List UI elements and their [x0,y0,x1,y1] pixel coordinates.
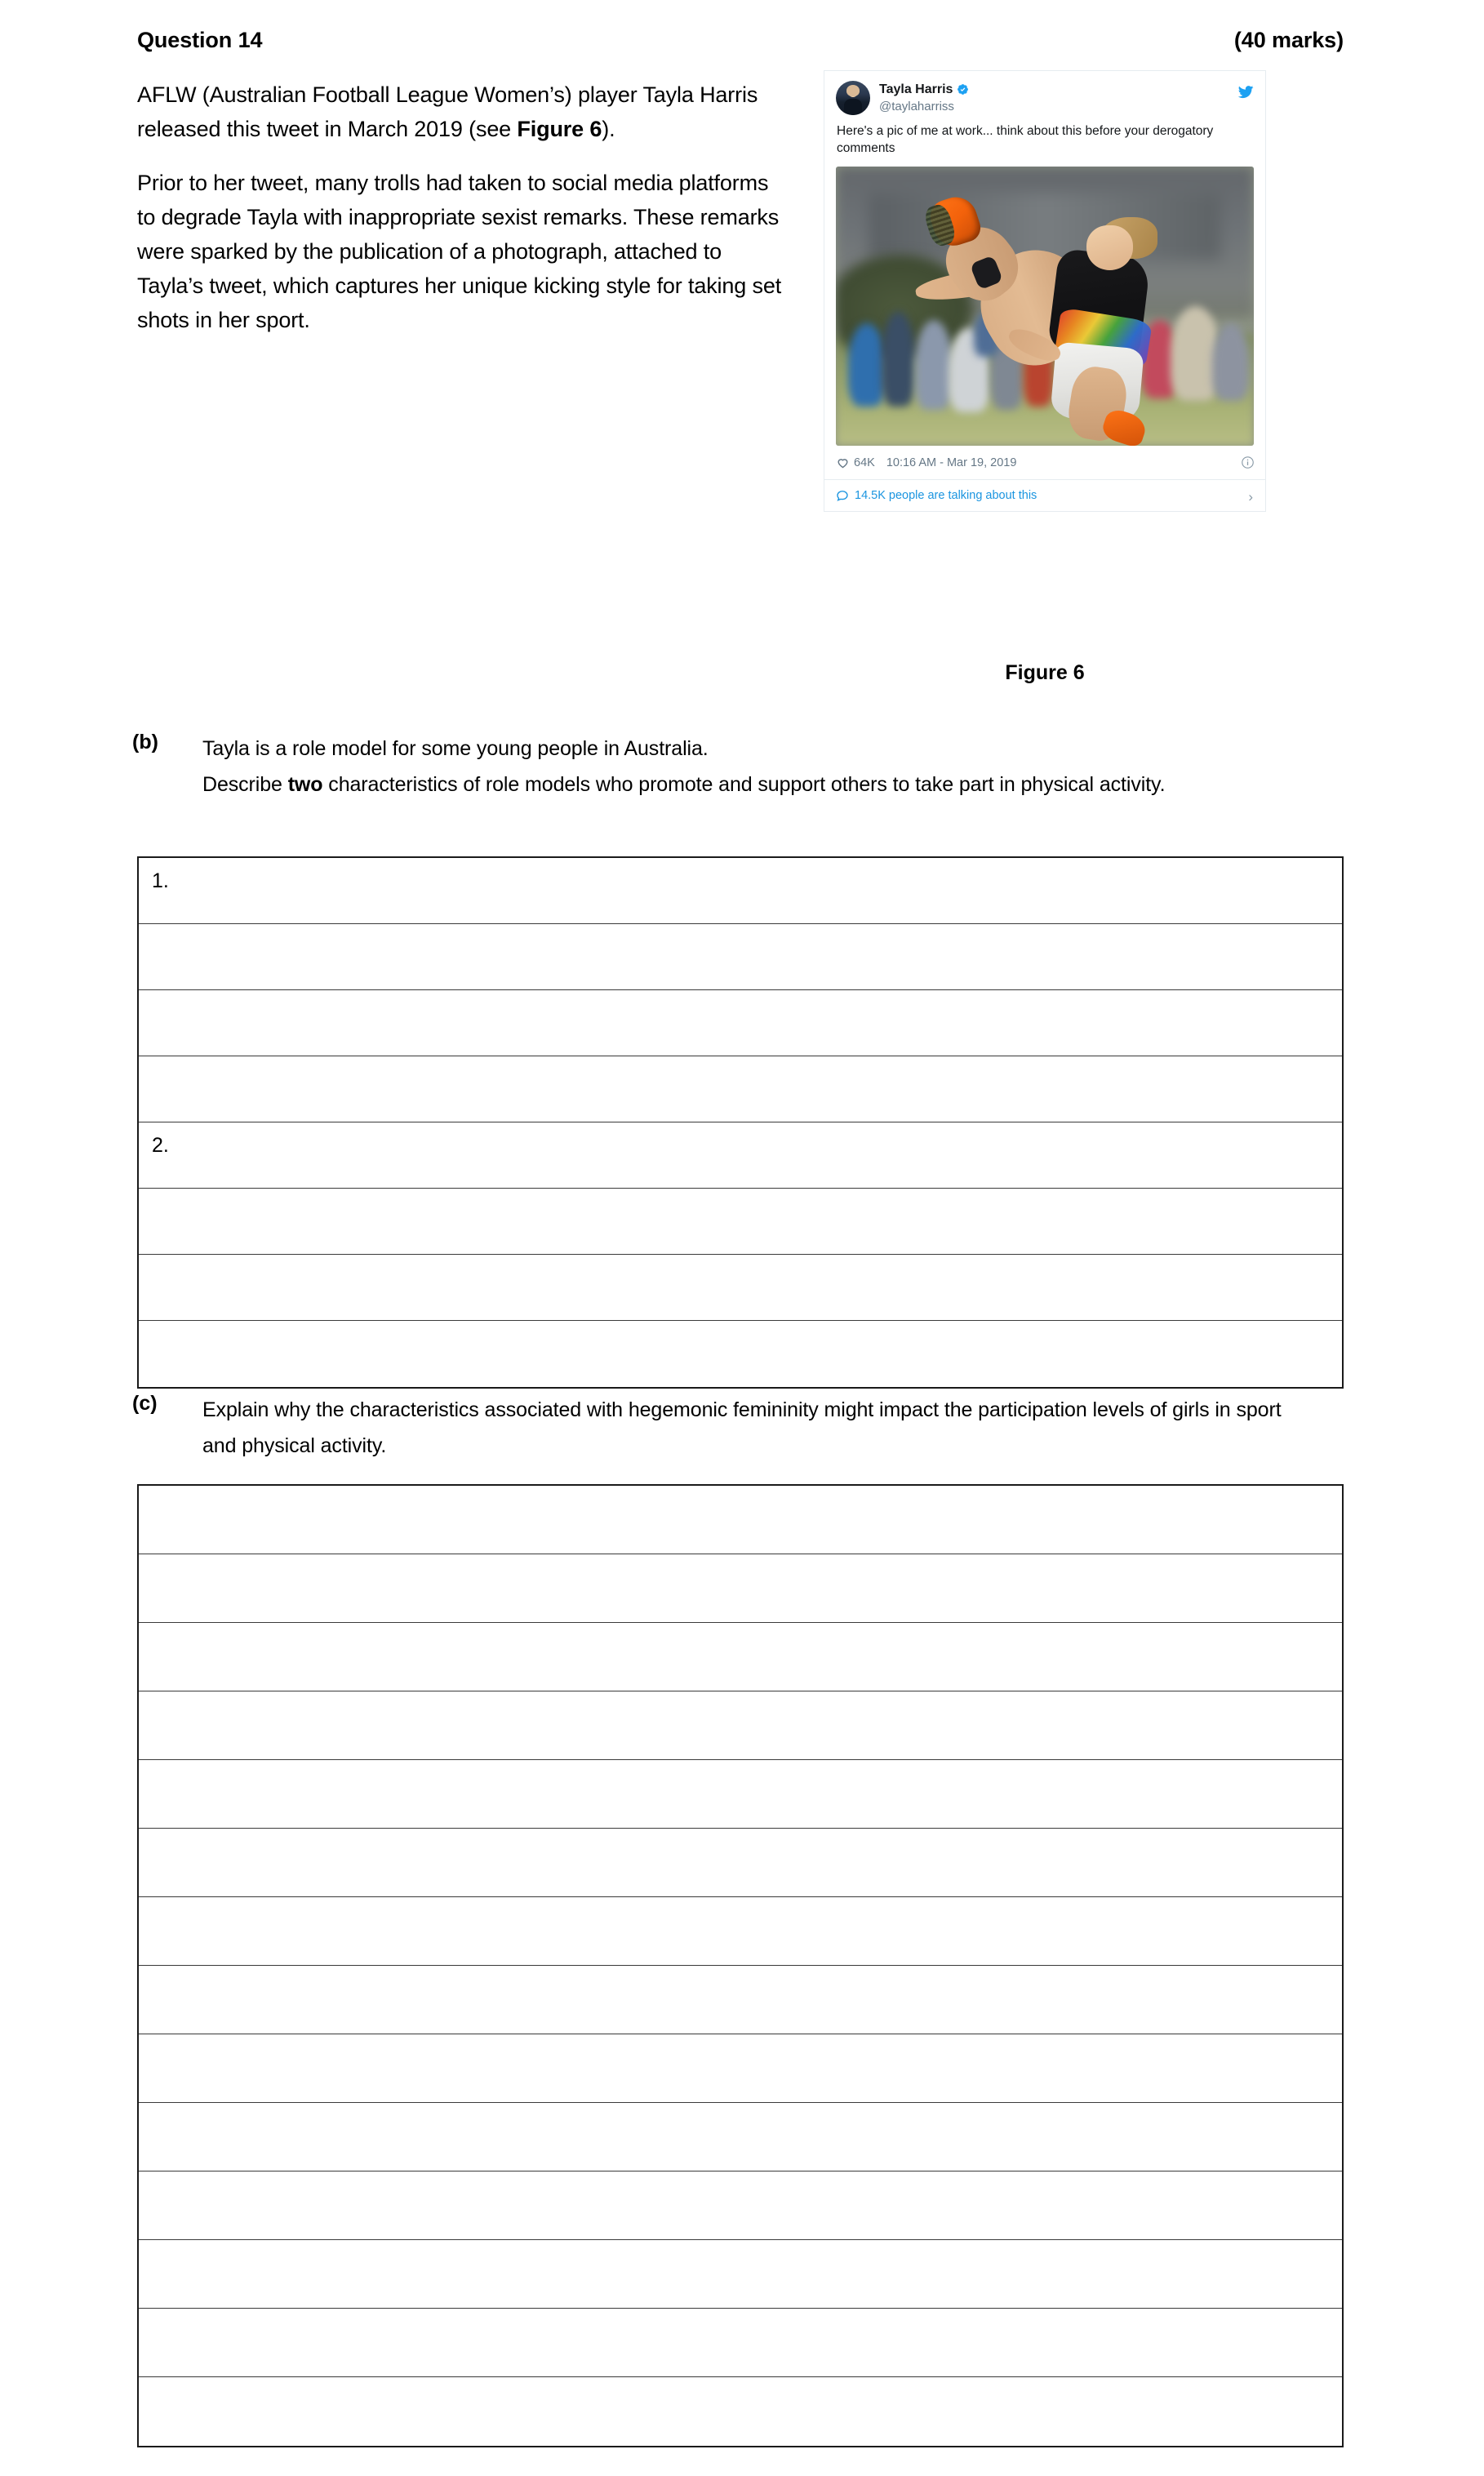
tweet-display-name: Tayla Harris [879,82,953,96]
intro-p1-part3: ). [602,117,615,141]
table-row[interactable] [139,1321,1342,1387]
intro-paragraph-1 [137,78,790,146]
like-count: 64K [854,456,875,469]
part-c-label: (c) [132,1392,158,1415]
table-row[interactable] [139,1897,1342,1966]
tweet-stats-row [824,446,1265,479]
part-b-line-1: Tayla is a role model for some young people in Australia. [202,737,709,760]
tweet-timestamp: 10:16 AM - Mar 19, 2019 [886,456,1017,469]
table-row[interactable] [139,1760,1342,1829]
table-row[interactable] [139,2377,1342,2446]
table-row[interactable] [139,2309,1342,2377]
part-b-text [202,731,1165,802]
table-row[interactable] [139,924,1342,990]
intro-p1-part1: AFLW (Australian Football League Women’s) player Tayla Harris released this tweet in March 2019 (see [137,82,758,141]
intro-paragraph-2: Prior to her tweet, many trolls had taken to social media platforms to degrade Tayla with inappropriate sexist remarks. These remarks were sparked by the publication of a photograph, attached to Tayla’s tweet, which captures her unique kicking style for taking set shots in her sport. [137,171,782,332]
question-header [137,28,1344,53]
figure-reference: Figure 6 [517,117,602,141]
photo-spectator [882,312,915,407]
photo-spectator [915,320,953,409]
tweet-name-row [879,82,969,97]
page-title: Question 14 [137,28,263,52]
stimulus-text-column [137,78,790,357]
marks-allocation: (40 marks) [1233,28,1344,52]
table-row[interactable] [139,2172,1342,2240]
avatar [836,81,870,115]
info-circle-icon[interactable] [1241,456,1255,469]
table-row[interactable] [139,1966,1342,2034]
table-row[interactable] [139,2034,1342,2103]
question-part-b [131,731,1363,802]
tweet-body-text: Here's a pic of me at work... think about this before your derogatory comments [837,124,1214,155]
row-marker: 2. [152,1134,169,1157]
table-row[interactable] [139,2240,1342,2309]
photo-spectator [1212,323,1250,402]
table-row[interactable] [139,1691,1342,1760]
speech-bubble-icon [836,489,849,502]
part-b-line2-pre: Describe [202,773,288,796]
tweet-handle: @taylaharriss [879,100,954,113]
table-row[interactable] [139,1554,1342,1623]
tweet-header [824,71,1265,115]
part-c-answer-table[interactable] [137,1484,1344,2447]
row-marker: 1. [152,869,169,892]
part-b-label: (b) [132,731,158,753]
photo-spectator [848,323,886,407]
twitter-bird-icon [1237,84,1255,100]
chevron-right-icon[interactable]: › [1248,489,1253,505]
part-b-emphasis-two: two [287,773,323,796]
verified-badge-icon [957,83,969,96]
table-row[interactable] [139,1623,1342,1691]
heart-icon [836,456,850,469]
figure-caption: Figure 6 [1005,661,1085,684]
part-b-line2-post: characteristics of role models who promote and support others to take part in physical activity. [322,773,1166,796]
table-row[interactable] [139,2103,1342,2172]
tweet-author-block [879,81,969,114]
part-b-answer-table[interactable] [137,856,1344,1389]
table-row[interactable] [139,1189,1342,1255]
tweet-conversation-footer[interactable] [824,479,1265,511]
player-head [1086,225,1132,270]
tweet-photo[interactable] [836,167,1254,446]
table-row[interactable] [139,858,1342,924]
conversation-summary: 14.5K people are talking about this [855,489,1037,502]
table-row[interactable] [139,1122,1342,1189]
table-row[interactable] [139,1829,1342,1897]
tweet-card [824,70,1266,512]
table-row[interactable] [139,1056,1342,1122]
table-row[interactable] [139,1255,1342,1321]
part-c-text: Explain why the characteristics associated with hegemonic femininity might impact the participation levels of girls in sport and physical activity. [202,1398,1282,1457]
question-part-c [131,1392,1363,1464]
like-stat[interactable] [836,456,875,469]
part-b-line-2 [202,767,1165,802]
table-row[interactable] [139,1486,1342,1554]
table-row[interactable] [139,990,1342,1056]
